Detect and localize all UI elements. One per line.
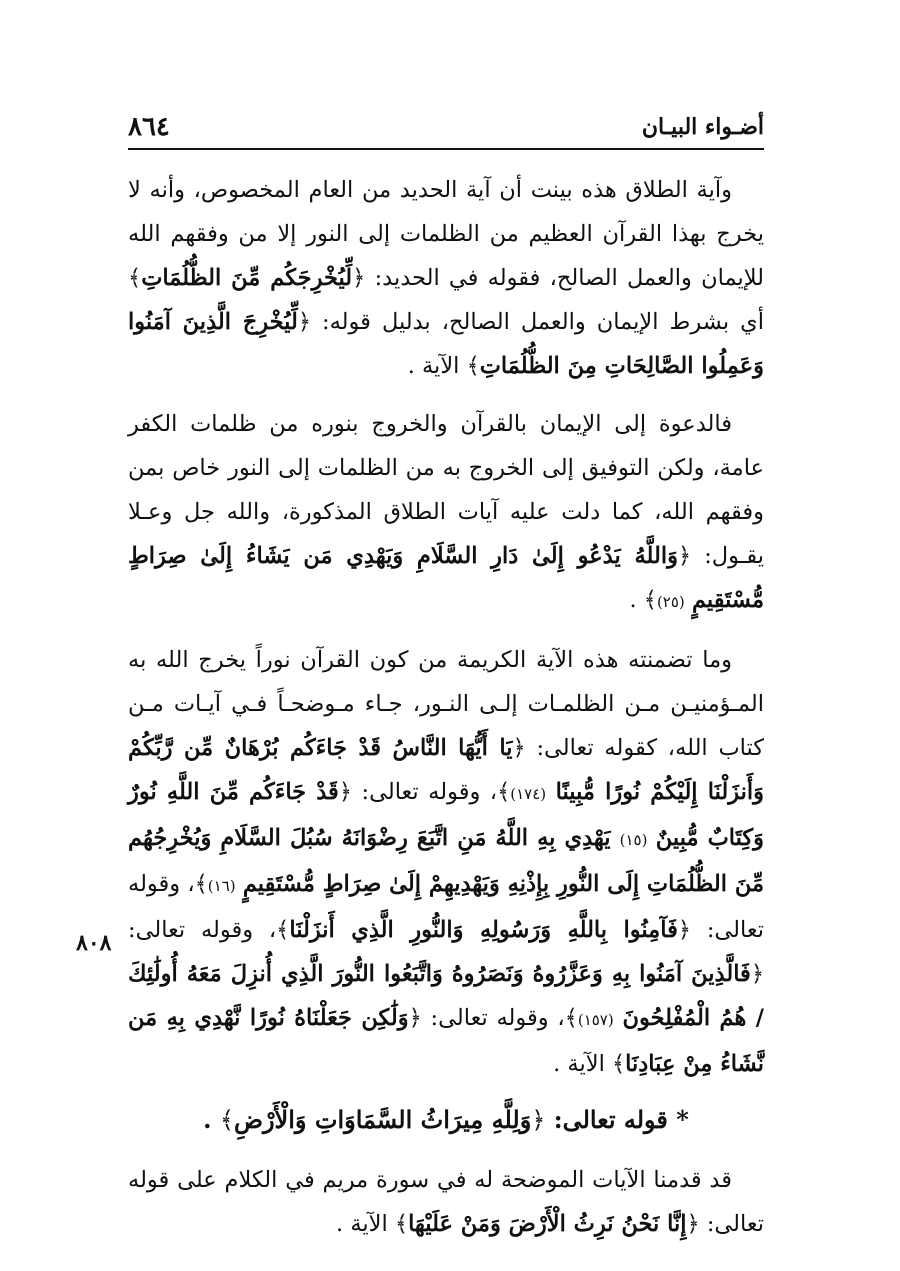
quran-verse: يَا أَيُّهَا النَّاسُ قَدْ جَاءَكُم بُرْهَانٌ مِّن رَّبِّكُمْ وَأَنزَلْنَا إِلَيْكُمْ نُورًا مُّبِينًا	[128, 735, 765, 805]
quran-verse: وَلَٰكِن جَعَلْنَاهُ نُورًا نَّهْدِي بِهِ مَن نَّشَاءُ مِنْ عِبَادِنَا	[128, 1005, 764, 1077]
ornate-bracket-open: ﴿	[531, 1106, 546, 1134]
ornate-bracket-open: ﴿	[750, 961, 764, 987]
paragraph-1-text-3: الآية .	[407, 353, 467, 379]
paragraph-3-text-6: الآية .	[553, 1051, 612, 1077]
ornate-bracket-open: ﴿	[338, 779, 353, 805]
ornate-bracket-close: ﴾	[611, 1051, 626, 1077]
page-header	[128, 112, 764, 148]
book-title: أضـواء البيـان	[641, 114, 764, 140]
ornate-bracket-close: ﴾	[128, 265, 142, 291]
quran-verse: يَهْدِي بِهِ اللَّهُ مَنِ اتَّبَعَ رِضْوَانَهُ سُبُلَ السَّلَامِ وَيُخْرِجُهُم مِّنَ الظُّلُمَاتِ إِلَى النُّورِ بِإِذْنِهِ وَيَهْدِيهِمْ إِلَىٰ صِرَاطٍ مُّسْتَقِيمٍ	[128, 825, 765, 897]
verse-number: ١٥	[625, 831, 642, 849]
paragraph-2	[128, 402, 764, 624]
verse-number: ٢٥	[662, 593, 679, 611]
paragraph-3-text-4: ، وقوله تعالى:	[128, 917, 277, 943]
ornate-bracket-close: ﴾	[194, 871, 208, 897]
ornate-bracket-open: ﴿	[512, 735, 526, 761]
paragraph-4-text-1: قد قدمنا الآيات الموضحة له في سورة مريم في الكلام على قوله تعالى:	[128, 1167, 764, 1237]
paragraph-1	[128, 168, 764, 388]
ornate-bracket-open: ﴿	[297, 309, 311, 335]
paragraph-3-text-5: ، وقوله تعالى:	[421, 1005, 565, 1031]
header-rule	[128, 148, 764, 150]
ornate-bracket-close: ﴾	[564, 1005, 578, 1031]
heading-label: قوله تعالى:	[545, 1105, 668, 1134]
paragraph-2-text-2: .	[629, 587, 644, 613]
ornate-bracket-close: ﴾	[643, 587, 657, 613]
quran-verse: لِّيُخْرِجَكُم مِّنَ الظُّلُمَاتِ	[141, 265, 353, 291]
quran-verse: فَالَّذِينَ آمَنُوا بِهِ وَعَزَّرُوهُ وَنَصَرُوهُ وَاتَّبَعُوا النُّورَ الَّذِي أُنزِلَ مَعَهُ أُولَٰئِكَ / هُمُ الْمُفْلِحُونَ	[128, 961, 764, 1031]
quran-verse: قَدْ جَاءَكُم مِّنَ اللَّهِ نُورٌ وَكِتَابٌ مُّبِينٌ	[128, 779, 765, 851]
section-heading	[128, 1100, 764, 1140]
paragraph-4	[128, 1158, 764, 1246]
verse-number-badge: (١٦)	[207, 877, 236, 895]
paragraph-2-text-1: فالدعوة إلى الإيمان بالقرآن والخروج بنوره من ظلمات الكفر عامة، ولكن التوفيق إلى الخروج به من الظلمات إلى النور خاص بمن وفقهم الله، كما دلت عليه آيات الطلاق المذكورة، والله جل وعـلا يقـول:	[128, 411, 764, 569]
verse-number-badge: (٢٥)	[656, 593, 685, 611]
ornate-bracket-close: ﴾	[466, 353, 480, 379]
page-number: ٨٦٤	[128, 112, 170, 142]
paragraph-1-text-1: وآية الطلاق هذه بينت أن آية الحديد من العام المخصوص، وأنه لا يخرج بهذا القرآن العظيم من الظلمات إلى النور إلا من وفقهم الله للإيمان والعمل الصالح، فقوله في الحديد:	[128, 177, 765, 291]
verse-number-badge: (١٥)	[619, 831, 648, 849]
ornate-bracket-open: ﴿	[352, 265, 366, 291]
ornate-bracket-open: ﴿	[677, 543, 692, 569]
ornate-bracket-open: ﴿	[686, 1211, 700, 1237]
verse-number: ١٥٧	[583, 1011, 608, 1029]
quran-verse: إِنَّا نَحْنُ نَرِثُ الْأَرْضَ وَمَنْ عَلَيْهَا	[408, 1211, 687, 1237]
ornate-bracket-open: ﴿	[408, 1005, 422, 1031]
ornate-bracket-close: ﴾	[497, 779, 511, 805]
quran-verse: وَاللَّهُ يَدْعُو إِلَىٰ دَارِ السَّلَامِ وَيَهْدِي مَن يَشَاءُ إِلَىٰ صِرَاطٍ مُّسْتَقِيمٍ	[128, 543, 764, 613]
star-icon: *	[676, 1105, 689, 1134]
heading-end: .	[203, 1105, 220, 1134]
quran-verse: فَآمِنُوا بِاللَّهِ وَرَسُولِهِ وَالنُّورِ الَّذِي أَنزَلْنَا	[289, 917, 678, 943]
paragraph-3-text-3: ، وقوله تعالى:	[128, 871, 764, 943]
marginal-page-number: ٨٠٨	[76, 930, 112, 956]
paragraph-3-text-1: وما تضمنته هذه الآية الكريمة من كون القرآن نوراً يخرج الله به المـؤمنيـن مـن الظلمـات إلـى النـور، جـاء مـوضحـاً فـي آيـات مـن كتاب الله، كقوله تعالى:	[128, 647, 765, 761]
quran-verse: لِّيُخْرِجَ الَّذِينَ آمَنُوا وَعَمِلُوا الصَّالِحَاتِ مِنَ الظُّلُمَاتِ	[128, 309, 764, 379]
verse-number: ١٧٤	[516, 785, 541, 803]
ornate-bracket-open: ﴿	[677, 917, 692, 943]
heading-verse: وَلِلَّهِ مِيرَاثُ السَّمَاوَاتِ وَالْأَرْضِ	[233, 1105, 532, 1134]
ornate-bracket-close: ﴾	[394, 1211, 409, 1237]
paragraph-3-text-2: ، وقوله تعالى:	[352, 779, 498, 805]
ornate-bracket-close: ﴾	[219, 1106, 234, 1134]
paragraph-1-text-2: أي بشرط الإيمان والعمل الصالح، بدليل قوله:	[311, 309, 764, 335]
verse-number-badge: (١٧٤)	[510, 785, 547, 803]
paragraph-3	[128, 638, 764, 1086]
verse-number: ١٦	[213, 877, 230, 895]
page-body	[128, 168, 764, 1246]
paragraph-4-text-2: الآية .	[336, 1211, 395, 1237]
verse-number-badge: (١٥٧)	[577, 1011, 614, 1029]
ornate-bracket-close: ﴾	[276, 917, 290, 943]
